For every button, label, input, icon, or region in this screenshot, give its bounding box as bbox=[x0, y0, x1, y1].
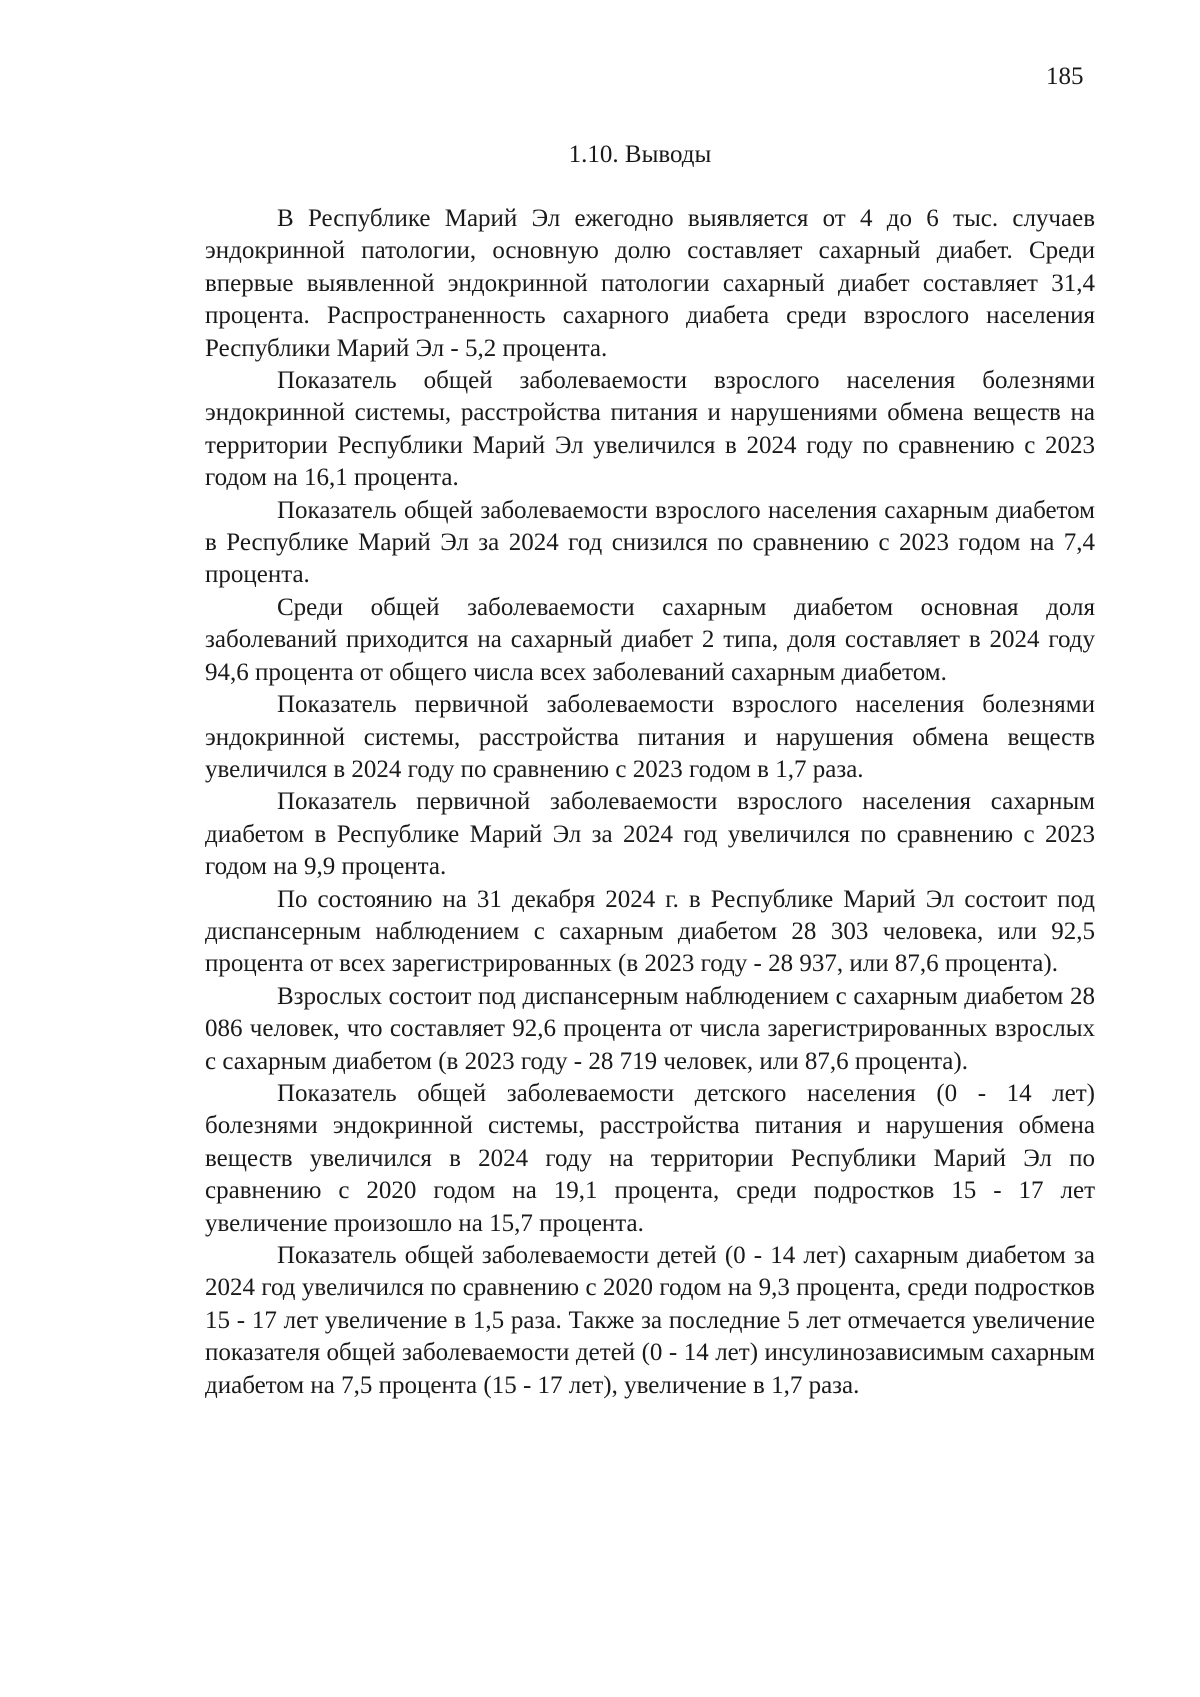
paragraph: Показатель общей заболеваемости взрослого населения сахарным диабетом в Республике Марий Эл за 2024 год снизился по сравнению с 2023 годом на 7,4 процента. bbox=[205, 496, 1095, 589]
paragraph: По состоянию на 31 декабря 2024 г. в Республике Марий Эл состоит под диспансерным наблюдением с сахарным диабетом 28 303 человека, или 92,5 процента от всех зарегистрированных (в 2023 году - 28 937, или 87,6 процента). bbox=[205, 885, 1095, 978]
paragraph: В Республике Марий Эл ежегодно выявляется от 4 до 6 тыс. случаев эндокринной патологии, основную долю составляет сахарный диабет. Среди впервые выявленной эндокринной патологии сахарный диабет составляет 31,4 процента. Распространенность сахарного диабета среди взрослого населения Республики Марий Эл - 5,2 процента. bbox=[205, 205, 1095, 362]
section-title: 1.10. Выводы bbox=[568, 141, 712, 168]
paragraph: Показатель общей заболеваемости детей (0 - 14 лет) сахарным диабетом за 2024 год увеличился по сравнению с 2020 годом на 9,3 процента, среди подростков 15 - 17 лет увеличение в 1,5 раза. Также за последние 5 лет отмечается увеличение показателя общей заболеваемости детей (0 - 14 лет) инсулинозависимым сахарным диабетом на 7,5 процента (15 - 17 лет), увеличение в 1,7 раза. bbox=[205, 1242, 1095, 1399]
paragraph: Показатель первичной заболеваемости взрослого населения сахарным диабетом в Республике Марий Эл за 2024 год увеличился по сравнению с 2023 годом на 9,9 процента. bbox=[205, 788, 1095, 881]
paragraph: Взрослых состоит под диспансерным наблюдением с сахарным диабетом 28 086 человек, что составляет 92,6 процента от числа зарегистрированных взрослых с сахарным диабетом (в 2023 году - 28 719 человек, или 87,6 процента). bbox=[205, 982, 1095, 1075]
paragraph: Показатель общей заболеваемости взрослого населения болезнями эндокринной системы, расстройства питания и нарушениями обмена веществ на территории Республики Марий Эл увеличился в 2024 году по сравнению с 2023 годом на 16,1 процента. bbox=[205, 367, 1095, 492]
page-number: 185 bbox=[1046, 63, 1084, 90]
paragraph: Показатель общей заболеваемости детского населения (0 - 14 лет) болезнями эндокринной системы, расстройства питания и нарушения обмена веществ увеличился в 2024 году на территории Республики Марий Эл по сравнению с 2020 годом на 19,1 процента, среди подростков 15 - 17 лет увеличение произошло на 15,7 процента. bbox=[205, 1079, 1095, 1237]
body-text bbox=[205, 203, 1095, 1402]
paragraph: Показатель первичной заболеваемости взрослого населения болезнями эндокринной системы, расстройства питания и нарушения обмена веществ увеличился в 2024 году по сравнению с 2023 годом в 1,7 раза. bbox=[205, 691, 1095, 783]
paragraph: Среди общей заболеваемости сахарным диабетом основная доля заболеваний приходится на сахарный диабет 2 типа, доля составляет в 2024 году 94,6 процента от общего числа всех заболеваний сахарным диабетом. bbox=[205, 593, 1095, 686]
